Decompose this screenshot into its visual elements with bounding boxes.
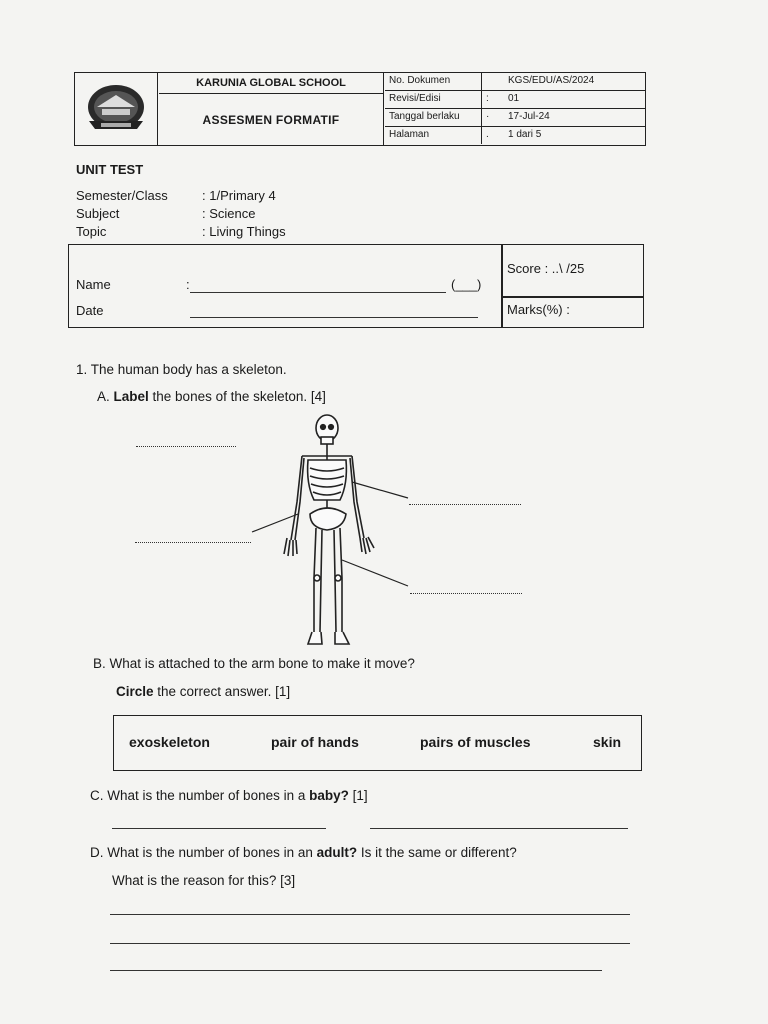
date-field[interactable]: [190, 317, 478, 318]
label-answer-1[interactable]: [136, 446, 236, 447]
meta-value: KGS/EDU/AS/2024: [508, 75, 595, 86]
question-1d-line2: What is the reason for this? [3]: [112, 873, 296, 888]
answer-choices-box: [113, 715, 642, 771]
school-name: KARUNIA GLOBAL SCHOOL: [159, 73, 383, 94]
meta-sep: ·: [486, 111, 490, 122]
name-colon: :: [186, 277, 190, 292]
info-key: Topic: [76, 224, 107, 239]
class-number-field[interactable]: (___): [451, 277, 482, 292]
school-logo: [75, 73, 158, 145]
q1a-rest: the bones of the skeleton. [4]: [148, 389, 326, 404]
meta-value: 17-Jul-24: [508, 111, 550, 122]
date-label: Date: [76, 303, 104, 318]
question-1b-instruction: [116, 684, 290, 699]
answer-line-1d-1[interactable]: [110, 914, 630, 915]
test-title: UNIT TEST: [76, 162, 144, 177]
q1a-bold: Label: [113, 389, 149, 404]
school-info: [159, 73, 384, 145]
q1c-rest: [1]: [348, 788, 368, 803]
meta-row: [385, 127, 645, 144]
score-label: Score : ..\ /25: [507, 261, 585, 276]
skeleton-diagram: [250, 410, 410, 654]
info-value: : Science: [202, 206, 256, 221]
info-value: : 1/Primary 4: [202, 188, 276, 203]
meta-row: [385, 109, 645, 127]
answer-line-1c-a[interactable]: [112, 828, 326, 829]
name-field[interactable]: [190, 292, 446, 293]
meta-value: 1 dari 5: [508, 129, 542, 140]
label-answer-4[interactable]: [410, 593, 522, 594]
document-header-table: [74, 72, 646, 146]
label-answer-2[interactable]: [409, 504, 521, 505]
info-key: Semester/Class: [76, 188, 168, 203]
question-1c: [90, 788, 368, 803]
name-label: Name: [76, 277, 111, 292]
q1c-bold: baby?: [309, 788, 349, 803]
question-1d: [90, 845, 517, 860]
question-1: 1. The human body has a skeleton.: [76, 362, 287, 377]
q1d-rest: Is it the same or different?: [357, 845, 517, 860]
q1b-rest: the correct answer. [1]: [153, 684, 291, 699]
answer-line-1d-2[interactable]: [110, 943, 630, 944]
meta-label: Halaman: [389, 129, 430, 140]
choice-exoskeleton[interactable]: exoskeleton: [129, 734, 210, 750]
meta-row: [385, 91, 645, 109]
q1b-bold: Circle: [116, 684, 154, 699]
info-key: Subject: [76, 206, 120, 221]
label-answer-3[interactable]: [135, 542, 251, 543]
form-title: ASSESMEN FORMATIF: [202, 113, 340, 127]
q1d-bold: adult?: [316, 845, 358, 860]
meta-label: No. Dokumen: [389, 75, 451, 86]
q1a-prefix: A.: [97, 389, 114, 404]
question-1a: [97, 389, 326, 404]
meta-label: Tanggal berlaku: [389, 111, 460, 122]
q1c-prefix: C. What is the number of bones in a: [90, 788, 310, 803]
info-value: : Living Things: [202, 224, 286, 239]
document-meta: [385, 73, 645, 145]
answer-line-1d-3[interactable]: [110, 970, 602, 971]
marks-label: Marks(%) :: [507, 302, 570, 317]
meta-label: Revisi/Edisi: [389, 93, 441, 104]
meta-value: 01: [508, 93, 520, 104]
choice-pairs-of-muscles[interactable]: pairs of muscles: [420, 734, 531, 750]
q1d-prefix: D. What is the number of bones in an: [90, 845, 317, 860]
choice-pair-of-hands[interactable]: pair of hands: [271, 734, 359, 750]
student-info-box: [68, 244, 644, 328]
choice-skin[interactable]: skin: [593, 734, 622, 750]
meta-sep: .: [486, 129, 489, 140]
meta-sep: :: [486, 93, 489, 104]
meta-row: [385, 73, 645, 91]
answer-line-1c-b[interactable]: [370, 828, 628, 829]
question-1b: B. What is attached to the arm bone to make it move?: [93, 656, 415, 671]
